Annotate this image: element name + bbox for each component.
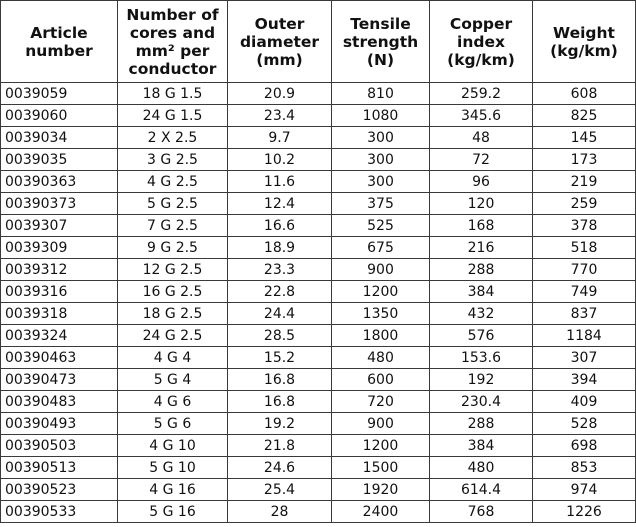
weight-cell: 528 [533, 413, 636, 435]
copper-index-cell: 576 [430, 325, 533, 347]
cores-cell: 4 G 2.5 [118, 171, 228, 193]
header-outer-diameter: Outer diameter (mm) [228, 1, 332, 83]
cores-cell: 5 G 2.5 [118, 193, 228, 215]
cores-cell: 7 G 2.5 [118, 215, 228, 237]
cores-cell: 4 G 4 [118, 347, 228, 369]
tensile-strength-cell: 300 [332, 171, 430, 193]
table-row [1, 325, 636, 347]
weight-cell: 173 [533, 149, 636, 171]
table-row [1, 215, 636, 237]
header-copper-index: Copper index (kg/km) [430, 1, 533, 83]
table-header [1, 1, 636, 83]
table-row [1, 413, 636, 435]
tensile-strength-cell: 1080 [332, 105, 430, 127]
outer-diameter-cell: 12.4 [228, 193, 332, 215]
weight-cell: 770 [533, 259, 636, 281]
outer-diameter-cell: 25.4 [228, 479, 332, 501]
cores-cell: 16 G 2.5 [118, 281, 228, 303]
table-row [1, 303, 636, 325]
table-row [1, 127, 636, 149]
outer-diameter-cell: 9.7 [228, 127, 332, 149]
header-cores-and-cross-section: Number of cores and mm² per conductor [118, 1, 228, 83]
tensile-strength-cell: 300 [332, 149, 430, 171]
tensile-strength-cell: 1500 [332, 457, 430, 479]
table-row [1, 105, 636, 127]
cores-cell: 5 G 10 [118, 457, 228, 479]
tensile-strength-cell: 1200 [332, 281, 430, 303]
weight-cell: 837 [533, 303, 636, 325]
cores-cell: 18 G 1.5 [118, 83, 228, 105]
copper-index-cell: 216 [430, 237, 533, 259]
outer-diameter-cell: 11.6 [228, 171, 332, 193]
weight-cell: 749 [533, 281, 636, 303]
outer-diameter-cell: 20.9 [228, 83, 332, 105]
cores-cell: 24 G 2.5 [118, 325, 228, 347]
article-number-cell: 0039034 [1, 127, 118, 149]
table-row [1, 501, 636, 523]
weight-cell: 409 [533, 391, 636, 413]
tensile-strength-cell: 1920 [332, 479, 430, 501]
article-number-cell: 0039316 [1, 281, 118, 303]
copper-index-cell: 120 [430, 193, 533, 215]
outer-diameter-cell: 16.6 [228, 215, 332, 237]
weight-cell: 518 [533, 237, 636, 259]
outer-diameter-cell: 23.4 [228, 105, 332, 127]
tensile-strength-cell: 2400 [332, 501, 430, 523]
outer-diameter-cell: 21.8 [228, 435, 332, 457]
header-row [1, 1, 636, 83]
cores-cell: 5 G 16 [118, 501, 228, 523]
cores-cell: 2 X 2.5 [118, 127, 228, 149]
table-row [1, 435, 636, 457]
article-number-cell: 00390473 [1, 369, 118, 391]
tensile-strength-cell: 900 [332, 259, 430, 281]
copper-index-cell: 345.6 [430, 105, 533, 127]
weight-cell: 1226 [533, 501, 636, 523]
outer-diameter-cell: 19.2 [228, 413, 332, 435]
cores-cell: 5 G 4 [118, 369, 228, 391]
article-number-cell: 0039312 [1, 259, 118, 281]
table-row [1, 149, 636, 171]
tensile-strength-cell: 900 [332, 413, 430, 435]
copper-index-cell: 288 [430, 259, 533, 281]
outer-diameter-cell: 28 [228, 501, 332, 523]
cores-cell: 18 G 2.5 [118, 303, 228, 325]
copper-index-cell: 259.2 [430, 83, 533, 105]
table-row [1, 171, 636, 193]
article-number-cell: 0039059 [1, 83, 118, 105]
article-number-cell: 0039324 [1, 325, 118, 347]
cores-cell: 4 G 16 [118, 479, 228, 501]
article-number-cell: 00390493 [1, 413, 118, 435]
tensile-strength-cell: 375 [332, 193, 430, 215]
cores-cell: 4 G 6 [118, 391, 228, 413]
table-row [1, 237, 636, 259]
cores-cell: 24 G 1.5 [118, 105, 228, 127]
tensile-strength-cell: 675 [332, 237, 430, 259]
outer-diameter-cell: 18.9 [228, 237, 332, 259]
article-number-cell: 0039307 [1, 215, 118, 237]
table-row [1, 281, 636, 303]
tensile-strength-cell: 600 [332, 369, 430, 391]
header-article-number: Article number [1, 1, 118, 83]
tensile-strength-cell: 480 [332, 347, 430, 369]
copper-index-cell: 384 [430, 281, 533, 303]
copper-index-cell: 168 [430, 215, 533, 237]
outer-diameter-cell: 16.8 [228, 391, 332, 413]
article-number-cell: 00390463 [1, 347, 118, 369]
copper-index-cell: 768 [430, 501, 533, 523]
copper-index-cell: 432 [430, 303, 533, 325]
table-body [1, 83, 636, 523]
cores-cell: 5 G 6 [118, 413, 228, 435]
copper-index-cell: 48 [430, 127, 533, 149]
tensile-strength-cell: 810 [332, 83, 430, 105]
table-row [1, 457, 636, 479]
article-number-cell: 00390533 [1, 501, 118, 523]
copper-index-cell: 230.4 [430, 391, 533, 413]
weight-cell: 259 [533, 193, 636, 215]
table-row [1, 369, 636, 391]
weight-cell: 378 [533, 215, 636, 237]
table-row [1, 259, 636, 281]
cores-cell: 3 G 2.5 [118, 149, 228, 171]
cores-cell: 4 G 10 [118, 435, 228, 457]
table-row [1, 83, 636, 105]
table-row [1, 193, 636, 215]
article-number-cell: 00390363 [1, 171, 118, 193]
header-weight: Weight (kg/km) [533, 1, 636, 83]
article-number-cell: 00390523 [1, 479, 118, 501]
copper-index-cell: 480 [430, 457, 533, 479]
outer-diameter-cell: 23.3 [228, 259, 332, 281]
article-number-cell: 0039035 [1, 149, 118, 171]
article-number-cell: 0039309 [1, 237, 118, 259]
weight-cell: 608 [533, 83, 636, 105]
table-row [1, 479, 636, 501]
weight-cell: 825 [533, 105, 636, 127]
header-tensile-strength: Tensile strength (N) [332, 1, 430, 83]
weight-cell: 307 [533, 347, 636, 369]
copper-index-cell: 96 [430, 171, 533, 193]
outer-diameter-cell: 16.8 [228, 369, 332, 391]
weight-cell: 853 [533, 457, 636, 479]
weight-cell: 698 [533, 435, 636, 457]
copper-index-cell: 192 [430, 369, 533, 391]
article-number-cell: 00390503 [1, 435, 118, 457]
outer-diameter-cell: 24.4 [228, 303, 332, 325]
article-number-cell: 0039060 [1, 105, 118, 127]
copper-index-cell: 288 [430, 413, 533, 435]
copper-index-cell: 72 [430, 149, 533, 171]
tensile-strength-cell: 300 [332, 127, 430, 149]
outer-diameter-cell: 28.5 [228, 325, 332, 347]
article-number-cell: 0039318 [1, 303, 118, 325]
copper-index-cell: 384 [430, 435, 533, 457]
outer-diameter-cell: 22.8 [228, 281, 332, 303]
article-number-cell: 00390513 [1, 457, 118, 479]
tensile-strength-cell: 1200 [332, 435, 430, 457]
cores-cell: 12 G 2.5 [118, 259, 228, 281]
table-row [1, 391, 636, 413]
copper-index-cell: 614.4 [430, 479, 533, 501]
tensile-strength-cell: 720 [332, 391, 430, 413]
tensile-strength-cell: 1350 [332, 303, 430, 325]
copper-index-cell: 153.6 [430, 347, 533, 369]
weight-cell: 1184 [533, 325, 636, 347]
outer-diameter-cell: 24.6 [228, 457, 332, 479]
weight-cell: 394 [533, 369, 636, 391]
weight-cell: 974 [533, 479, 636, 501]
tensile-strength-cell: 525 [332, 215, 430, 237]
weight-cell: 219 [533, 171, 636, 193]
tensile-strength-cell: 1800 [332, 325, 430, 347]
outer-diameter-cell: 15.2 [228, 347, 332, 369]
table-row [1, 347, 636, 369]
article-number-cell: 00390373 [1, 193, 118, 215]
cores-cell: 9 G 2.5 [118, 237, 228, 259]
weight-cell: 145 [533, 127, 636, 149]
article-number-cell: 00390483 [1, 391, 118, 413]
outer-diameter-cell: 10.2 [228, 149, 332, 171]
